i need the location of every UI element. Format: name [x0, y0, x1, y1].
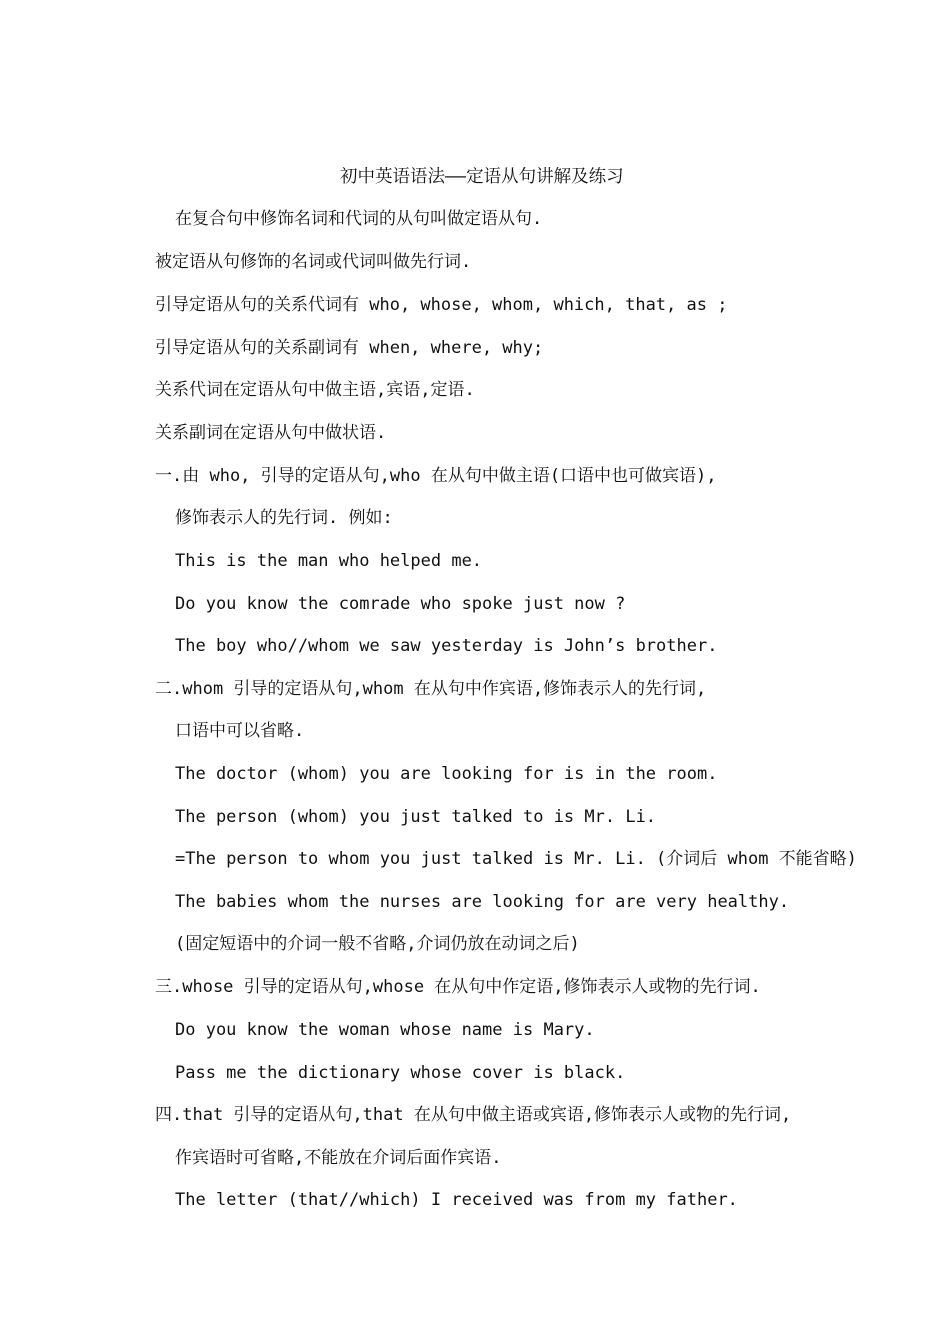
text-line: 作宾语时可省略,不能放在介词后面作宾语. — [175, 1148, 502, 1168]
example-sentence: Pass me the dictionary whose cover is black. — [175, 1063, 626, 1083]
example-sentence: This is the man who helped me. — [175, 551, 483, 571]
text-line: 关系代词在定语从句中做主语,宾语,定语. — [155, 380, 475, 400]
section-heading: 三.whose 引导的定语从句,whose 在从句中作定语,修饰表示人或物的先行词. — [155, 977, 761, 997]
section-heading: 四.that 引导的定语从句,that 在从句中做主语或宾语,修饰表示人或物的先行词, — [155, 1105, 792, 1125]
document-title: 初中英语语法——定语从句讲解及练习 — [340, 167, 624, 187]
text-line: 引导定语从句的关系副词有 when, where, why; — [155, 338, 544, 358]
example-sentence: Do you know the comrade who spoke just now ? — [175, 594, 626, 614]
text-line: 引导定语从句的关系代词有 who, whose, whom, which, that, as ; — [155, 295, 728, 315]
text-line: (固定短语中的介词一般不省略,介词仍放在动词之后) — [175, 934, 580, 954]
text-line: 口语中可以省略. — [175, 721, 305, 741]
section-heading: 一.由 who, 引导的定语从句,who 在从句中做主语(口语中也可做宾语), — [155, 466, 717, 486]
text-line: 在复合句中修饰名词和代词的从句叫做定语从句. — [175, 209, 543, 229]
text-line: 被定语从句修饰的名词或代词叫做先行词. — [155, 252, 472, 272]
text-line: 关系副词在定语从句中做状语. — [155, 423, 387, 443]
section-heading: 二.whom 引导的定语从句,whom 在从句中作宾语,修饰表示人的先行词, — [155, 679, 707, 699]
text-line: 修饰表示人的先行词. 例如: — [175, 508, 393, 528]
example-sentence: The boy who//whom we saw yesterday is John’s brother. — [175, 636, 718, 656]
example-sentence: Do you know the woman whose name is Mary. — [175, 1020, 595, 1040]
example-sentence: =The person to whom you just talked is Mr. Li. (介词后 whom 不能省略) — [175, 849, 857, 869]
example-sentence: The person (whom) you just talked to is Mr. Li. — [175, 807, 657, 827]
example-sentence: The letter (that//which) I received was from my father. — [175, 1190, 738, 1210]
example-sentence: The doctor (whom) you are looking for is in the room. — [175, 764, 718, 784]
example-sentence: The babies whom the nurses are looking for are very healthy. — [175, 892, 790, 912]
